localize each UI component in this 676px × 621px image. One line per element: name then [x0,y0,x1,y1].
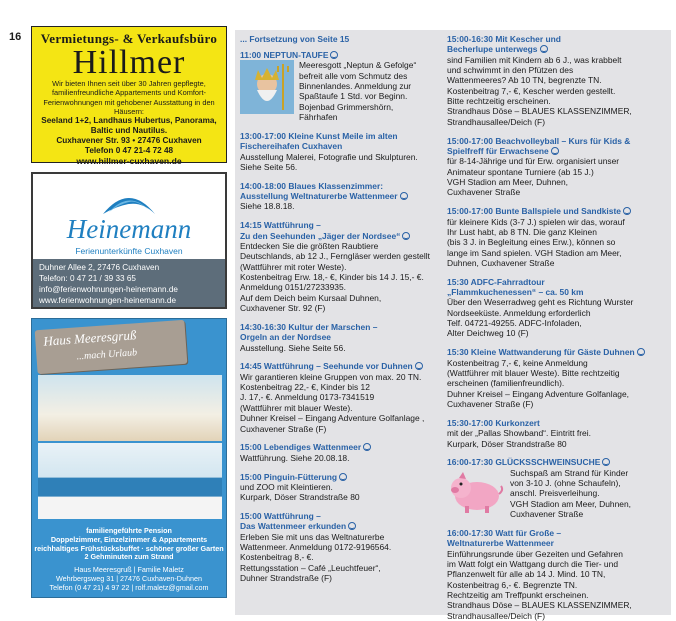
event-title [447,418,650,428]
event-title-text: 15:00-17:00 Beachvolleyball – Kurs für Kids & Spielfreff für Erwachsene [447,135,631,156]
event-title [447,206,650,216]
family-photo [38,375,222,441]
event-description: und ZOO mit Kleintieren. Kurpark, Döser Strandstraße 80 [240,481,360,503]
smiley-icon [540,45,548,53]
continuation-note: ... Fortsetzung von Seite 15 [240,34,350,44]
event-title [240,220,443,241]
event-description: Ausstellung Malerei, Fotografie und Skulpturen. Siehe Seite 56. [240,151,418,172]
event-title [240,511,443,532]
smiley-icon [551,147,559,155]
event-title [240,50,443,60]
event-description: Über den Weserradweg geht es Richtung Wurster Nordseeküste. Anmeldung erforderlich Telf. 04721-49255. ADFC-Infoladen, Alter Deichweg 10 (F) [447,297,634,339]
heinemann-phone: Telefon: 0 47 21 / 39 33 65 [39,274,136,283]
event-title-text: 14:00-18:00 Blaues Klassenzimmer: Ausstellung Weltnaturerbe Wattenmeer [240,180,398,202]
event-item [240,131,443,172]
event-item [447,206,650,268]
event-title-text: 15:00 Wattführung – Das Wattenmeer erkunden [240,511,347,532]
event-title-text: 13:00-17:00 Kleine Kunst Meile im alten Fischereihafen Cuxhaven [240,130,398,152]
mg-line: familiengeführte Pension [86,526,172,535]
event-description: Suchspaß am Strand für Kinder von 3-10 J. (ohne Schaufeln), anschl. Preisverleihung. VGH Stadion am Meer, Duhnen, Cuxhavener Straße [510,467,631,520]
wooden-sign [35,320,188,374]
smiley-icon [330,51,338,59]
event-description: sind Familien mit Kindern ab 6 J., was krabbelt und schwimmt in den Pfützen des Wattenmeeres? Ab 10 TN, begrenzte TN. Kostenbeitrag 7,- €, Kescher werden gestellt. Bitte rechtzeitig erscheinen. Strandhaus Döse – BLAUES KLASSENZIMMER, Strandhausallee/Deich (F) [447,54,632,127]
hillmer-phone: Telefon 0 47 21-4 72 48 [84,146,174,156]
event-description: Wir garantieren kleine Gruppen von max. 20 TN. Kostenbeitrag 22,- €, Kinder bis 12 J. 17,- €. Anmeldung 0173-7341519 (Wattführer mit blauer Weste). Duhner Kreisel – Eingang Adventure Golfanlage , Cuxhavener Straße (F) [240,371,425,434]
mg-line: Wehrbergsweg 31 | 27476 Cuxhaven-Duhnen [56,573,202,583]
events-column-right [447,34,650,621]
hillmer-web[interactable]: www.hillmer-cuxhaven.de [76,156,182,167]
heinemann-contact [33,259,225,309]
heinemann-subtitle: Ferienunterkünfte Cuxhaven [75,246,183,256]
ad-heinemann[interactable] [31,172,227,309]
event-body [240,60,443,122]
mg-line: 2 Gehminuten zum Strand [84,552,174,562]
event-item [240,220,443,313]
smiley-icon [402,232,410,240]
event-item [240,361,443,433]
heinemann-address: Duhner Allee 2, 27476 Cuxhaven [39,263,160,272]
event-description: Entdecken Sie die größten Raubtiere Deutschlands, ab 12 J., Ferngläser werden gestellt (Wattführer mit roter Weste). Kostenbeitrag Erw. 18,- €, Kinder bis 14 J. 15,- €. Anmeldung 0151/27233935. Auf dem Deich beim Kursaal Duhnen, Cuxhavener Str. 92 (F) [240,241,430,314]
event-item [447,528,650,621]
events-panel [235,30,671,621]
event-title-text: 11:00 NEPTUN-TAUFE [240,50,329,60]
mg-line: Telefon (0 47 21) 4 97 22 | rolf.maletz@gmail.com [49,582,209,592]
event-title-text: 16:00-17:30 GLÜCKSSCHWEINSUCHE [447,457,601,468]
event-description: Wattführung. Siehe 20.08.18. [240,452,350,463]
events-column-left [240,34,443,592]
event-body [447,468,650,520]
hillmer-name: Hillmer [72,44,186,81]
event-title-text: 15:00-16:30 Mit Kescher und Becherlupe unterwegs [447,34,561,55]
mg-line: Haus Meeresgruß | Familie Maletz [74,565,184,575]
event-title-text: 16:00-17:30 Watt für Große – Weltnaturerbe Wattenmeer [447,527,562,549]
event-description: Meeresgott „Neptun & Gefolge“ befreit alle vom Schmutz des Binnenlandes. Anmeldung zur Spaßtaufe 1 Std. vor Beginn. Bojenbad Grimmershörn, Fährhafen [299,60,417,123]
event-title [447,347,650,357]
event-description: Ausstellung. Siehe Seite 56. [240,342,346,353]
room-photo [38,443,222,519]
event-title-text: 15:30 ADFC-Fahrradtour „Flammkuchenessen“ – ca. 50 km [447,276,584,298]
event-item [447,136,650,198]
hillmer-address: Cuxhavener Str. 93 • 27476 Cuxhaven [56,136,202,146]
event-title-text: 15:00-17:00 Bunte Ballspiele und Sandkiste [447,206,621,217]
event-title [240,472,443,482]
hillmer-text: Wir bieten Ihnen seit über 30 Jahren gepflegte, familienfreundliche Appartements und Komfort-Ferienwohnungen mit gehobener Ausstattung in den Häusern: [43,79,215,116]
event-item [240,50,443,122]
event-description: Kostenbeitrag 7,- €, keine Anmeldung (Wattführer mit blauer Weste). Bitte rechtzeitig erscheinen (familienfreundlich). Duhner Kreisel – Eingang Adventure Golfanlage, Cuxhavener Straße (F) [447,357,629,409]
event-title [447,277,650,298]
event-item [240,442,443,463]
sign-title: Haus Meeresgruß [42,327,137,349]
heinemann-web[interactable]: www.ferienwohnungen-heinemann.de [39,296,177,305]
smiley-icon [637,348,645,356]
event-title [447,457,650,467]
event-item [447,34,650,127]
event-description: für 8-14-Jährige und für Erw. organisiert unser Animateur spontane Turniere (ab 15 J.) VGH Stadion am Meer, Duhnen, Cuxhavener Straße [447,156,620,198]
hillmer-top: Vermietungs- & Verkaufsbüro [40,31,218,46]
smiley-icon [602,458,610,466]
event-description: Siehe 18.8.18. [240,201,295,212]
sign-subtitle: ...mach Urlaub [76,347,138,363]
event-item [447,277,650,339]
heinemann-name: Heinemann [66,214,192,244]
event-title [447,136,650,157]
event-item [240,181,443,212]
smiley-icon [400,192,408,200]
event-title-text: 15:30-17:00 Kurkonzert [447,417,540,428]
event-description: Einführungsrunde über Gezeiten und Gefahren im Watt folgt ein Wattgang durch die Tier- und Pflanzenwelt für alle ab 14 J. Mind. 10 TN, Kostenbeitrag 6,- €. Begrenzte TN. Rechtzeitig am Treffpunkt erscheinen. Strandhaus Döse – BLAUES KLASSENZIMMER, Strandhausallee/Deich (F) [447,548,632,621]
event-title [447,528,650,549]
smiley-icon [415,362,423,370]
meeresgruss-text [32,527,226,593]
smiley-icon [623,207,631,215]
mg-line: reichhaltiges Frühstücksbuffet · schöner großer Garten [34,543,224,553]
smiley-icon [348,522,356,530]
event-title-text: 15:00 Lebendiges Wattenmeer [240,442,362,453]
event-description: für kleinere Kids (3-7 J.) spielen wir das, worauf Ihr Lust habt, ab 8 TN. Die ganz Kleinen (bis 3 J. in Begleitung eines Erw.), können so lange im Sand spielen. VGH Stadion am Meer, Duhnen, Cuxhavener Straße [447,216,625,268]
ad-hillmer[interactable] [31,26,227,167]
ad-meeresgruss[interactable] [31,318,227,598]
event-title-text: 14:45 Wattführung – Seehunde vor Duhnen [240,361,413,372]
event-description: mit der „Pallas Showband“. Eintritt frei. Kurpark, Döser Strandstraße 80 [447,428,591,449]
pig-image [447,468,505,516]
neptune-image [240,60,294,114]
event-title [240,361,443,371]
page-number: 16 [9,31,22,43]
event-item [447,418,650,449]
event-item [240,511,443,583]
event-item [447,457,650,519]
event-title-text: 14:30-16:30 Kultur der Marschen – Orgeln an der Nordsee [240,321,378,343]
smiley-icon [339,473,347,481]
heinemann-email[interactable]: info@ferienwohnungen-heinemann.de [39,285,178,294]
mg-line: Doppelzimmer, Einzelzimmer & Appartements [50,534,208,544]
event-item [240,472,443,503]
event-title-text: 15:00 Pinguin-Fütterung [240,471,338,482]
event-title [240,322,443,343]
event-title-text: 14:15 Wattführung – Zu den Seehunden „Jäger der Nordsee“ [240,220,401,241]
event-item [240,322,443,353]
event-title [240,442,443,452]
event-description: Erleben Sie mit uns das Weltnaturerbe Wattenmeer. Anmeldung 0172-9196564. Kostenbeitrag 8,- €. Rettungsstation – Café „Leuchtfeuer“, Duhner Strandstraße (F) [240,531,392,584]
event-title [240,131,443,152]
hillmer-houses: Seeland 1+2, Landhaus Hubertus, Panorama, Baltic und Nautilus. [41,116,217,136]
smiley-icon [363,443,371,451]
event-title [447,34,650,55]
event-item [447,347,650,409]
event-title-text: 15:30 Kleine Wattwanderung für Gäste Duhnen [447,347,635,358]
event-title [240,181,443,202]
